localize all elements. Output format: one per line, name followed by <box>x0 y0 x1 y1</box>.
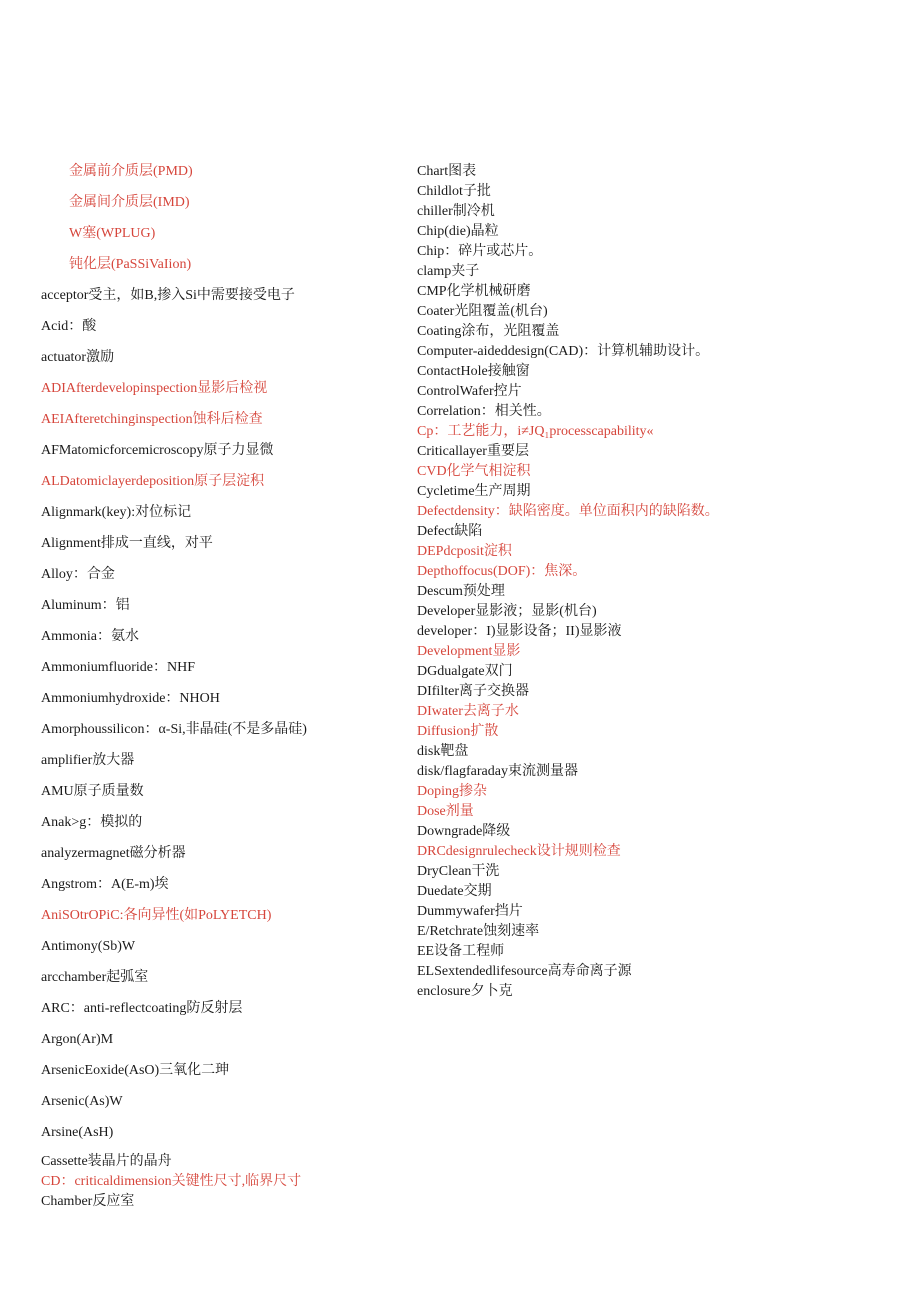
glossary-entry: Correlation：相关性。 <box>417 404 551 419</box>
glossary-entry: actuator激励 <box>41 350 115 365</box>
glossary-entry: Ammoniumhydroxide：NHOH <box>41 691 220 706</box>
glossary-entry: Doping掺杂 <box>417 784 487 799</box>
glossary-entry: Alignment排成一直线，对平 <box>41 536 213 551</box>
glossary-entry: Developer显影液；显影(机台) <box>417 604 597 619</box>
glossary-entry: DGdualgate双门 <box>417 664 513 679</box>
glossary-entry: AMU原子质量数 <box>41 784 144 799</box>
glossary-entry: DIfilter离子交换器 <box>417 684 529 699</box>
glossary-entry: analyzermagnet磁分析器 <box>41 846 186 861</box>
glossary-entry: Antimony(Sb)W <box>41 939 136 954</box>
glossary-entry: Cp：工艺能力，i≠JQ₁processcapability« <box>417 424 654 439</box>
glossary-entry: DRCdesignrulecheck设计规则检查 <box>417 844 621 859</box>
glossary-entry: Dummywafer挡片 <box>417 904 523 919</box>
glossary-entry: DryClean干洗 <box>417 864 500 879</box>
glossary-entry: 金属前介质层(PMD) <box>69 164 193 179</box>
glossary-entry: Descum预处理 <box>417 584 505 599</box>
glossary-entry: ArsenicEoxide(AsO)三氧化二珅 <box>41 1063 230 1078</box>
glossary-entry: Duedate交期 <box>417 884 492 899</box>
glossary-entry: clamp夹子 <box>417 264 480 279</box>
glossary-entry: Chip：碎片或芯片。 <box>417 244 543 259</box>
glossary-entry: AFMatomicforcemicroscopy原子力显微 <box>41 443 274 458</box>
glossary-entry: Amorphoussilicon：α-Si,非晶硅(不是多晶硅) <box>41 722 307 737</box>
glossary-left-column <box>41 160 401 1212</box>
glossary-entry: CMP化学机械研磨 <box>417 284 531 299</box>
glossary-entry: E/Retchrate蚀刻速率 <box>417 924 540 939</box>
glossary-entry: Arsine(AsH) <box>41 1125 114 1140</box>
glossary-entry: Arsenic(As)W <box>41 1094 123 1109</box>
glossary-entry: Alignmark(key):对位标记 <box>41 505 192 520</box>
glossary-entry: Dose剂量 <box>417 804 474 819</box>
glossary-entry: arcchamber起弧室 <box>41 970 149 985</box>
glossary-entry: DIwater去离子水 <box>417 704 519 719</box>
glossary-entry: chiller制冷机 <box>417 204 495 219</box>
glossary-entry: EE设备工程师 <box>417 944 505 959</box>
glossary-entry: CD：criticaldimension关键性尺寸,临界尺寸 <box>41 1174 302 1189</box>
glossary-entry: disk/flagfaraday束流测量器 <box>417 764 578 779</box>
glossary-entry: ADIAfterdevelopinspection显影后检视 <box>41 381 268 396</box>
glossary-entry: Depthoffocus(DOF)：焦深。 <box>417 564 587 579</box>
glossary-entry: disk靶盘 <box>417 744 469 759</box>
glossary-entry: AniSOtrOPiC:各向异性(如PoLYETCH) <box>41 908 272 923</box>
glossary-entry: developer：I)显影设备；II)显影液 <box>417 624 622 639</box>
glossary-entry: Defect缺陷 <box>417 524 483 539</box>
glossary-entry: 金属间介质层(IMD) <box>69 195 190 210</box>
glossary-entry: Chart图表 <box>417 164 477 179</box>
glossary-entry: Ammoniumfluoride：NHF <box>41 660 195 675</box>
glossary-entry: AEIAfteretchinginspection蚀科后检查 <box>41 412 263 427</box>
glossary-entry: Ammonia：氨水 <box>41 629 139 644</box>
glossary-entry: Cycletime生产周期 <box>417 484 531 499</box>
glossary-entry: Coater光阻覆盖(机台) <box>417 304 548 319</box>
glossary-entry: ELSextendedlifesource高寿命离子源 <box>417 964 632 979</box>
glossary-entry: ContactHole接触窗 <box>417 364 530 379</box>
glossary-entry: Chamber反应室 <box>41 1194 135 1209</box>
glossary-entry: Defectdensity：缺陷密度。单位面积内的缺陷数。 <box>417 504 719 519</box>
glossary-entry: ARC：anti-reflectcoating防反射层 <box>41 1001 243 1016</box>
glossary-entry: Criticallayer重要层 <box>417 444 529 459</box>
glossary-entry: Downgrade降级 <box>417 824 511 839</box>
glossary-entry: Angstrom：A(E-m)埃 <box>41 877 169 892</box>
glossary-entry: Alloy：合金 <box>41 567 115 582</box>
glossary-entry: Development显影 <box>417 644 521 659</box>
glossary-entry: Chip(die)晶粒 <box>417 224 499 239</box>
glossary-entry: ControlWafer控片 <box>417 384 522 399</box>
glossary-entry: W塞(WPLUG) <box>69 226 156 241</box>
glossary-entry: Acid：酸 <box>41 319 97 334</box>
glossary-entry: acceptor受主，如B,掺入Si中需要接受电子 <box>41 288 295 303</box>
glossary-entry: Aluminum：铝 <box>41 598 130 613</box>
glossary-entry: enclosure夕卜克 <box>417 984 513 999</box>
glossary-entry: Anak>g：模拟的 <box>41 815 143 830</box>
glossary-entry: DEPdcposit淀积 <box>417 544 512 559</box>
glossary-entry: Diffusion扩散 <box>417 724 499 739</box>
glossary-right-column <box>417 162 907 1002</box>
glossary-entry: Cassette装晶片的晶舟 <box>41 1154 172 1169</box>
glossary-entry: Coating涂布，光阻覆盖 <box>417 324 560 339</box>
glossary-entry: Computer-aideddesign(CAD)：计算机辅助设计。 <box>417 344 710 359</box>
glossary-entry: Argon(Ar)M <box>41 1032 114 1047</box>
glossary-entry: CVD化学气相淀积 <box>417 464 531 479</box>
glossary-entry: amplifier放大器 <box>41 753 135 768</box>
glossary-entry: ALDatomiclayerdeposition原子层淀积 <box>41 474 265 489</box>
glossary-entry: Childlot子批 <box>417 184 491 199</box>
glossary-entry: 钝化层(PaSSiVaIion) <box>69 257 192 272</box>
